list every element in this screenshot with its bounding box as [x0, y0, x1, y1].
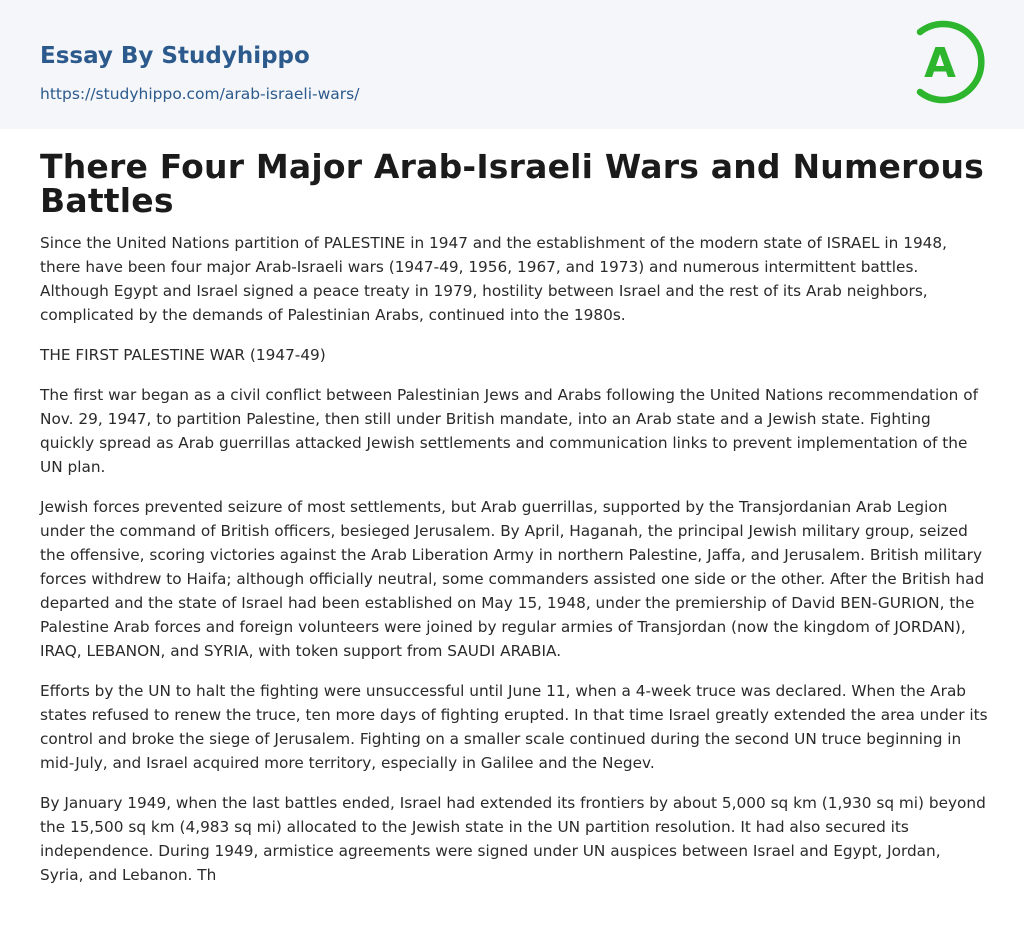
- logo-letter: A: [924, 39, 956, 87]
- source-url-link[interactable]: https://studyhippo.com/arab-israeli-wars/: [40, 85, 360, 103]
- essay-title: There Four Major Arab-Israeli Wars and Numerous Battles: [40, 147, 985, 220]
- essay-paragraph-intro: Since the United Nations partition of PALESTINE in 1947 and the establishment of the modern state of ISRAEL in 1948, there have been four major Arab-Israeli wars (1947-49, 1956, 1967, and 1973) and numerous intermittent battles. Although Egypt and Israel signed a peace treaty in 1979, hostility between Israel and the rest of its Arab neighbors, complicated by the demands of Palestinian Arabs, continued into the 1980s.: [40, 234, 947, 324]
- essay-paragraph: The first war began as a civil conflict between Palestinian Jews and Arabs following the United Nations recommendation of Nov. 29, 1947, to partition Palestine, then still under British mandate, into an Arab state and a Jewish state. Fighting quickly spread as Arab guerrillas attacked Jewish settlements and communication links to prevent implementation of the UN plan.: [40, 386, 978, 476]
- essay-paragraph: Jewish forces prevented seizure of most settlements, but Arab guerrillas, supported by the Transjordanian Arab Legion under the command of British officers, besieged Jerusalem. By April, Haganah, the principal Jewish military group, seized the offensive, scoring victories against the Arab Liberation Army in northern Palestine, Jaffa, and Jerusalem. British military forces withdrew to Haifa; although officially neutral, some commanders assisted one side or the other. After the British had departed and the state of Israel had been established on May 15, 1948, under the premiership of David BEN-GURION, the Palestine Arab forces and foreign volunteers were joined by regular armies of Transjordan (now the kingdom of JORDAN), IRAQ, LEBANON, and SYRIA, with token support from SAUDI ARABIA.: [40, 498, 985, 660]
- site-brand-title[interactable]: Essay By Studyhippo: [40, 43, 310, 69]
- essay-article: [40, 147, 988, 903]
- essay-paragraph: Efforts by the UN to halt the fighting were unsuccessful until June 11, when a 4-week truce was declared. When the Arab states refused to renew the truce, ten more days of fighting erupted. In that time Israel greatly extended the area under its control and broke the siege of Jerusalem. Fighting on a smaller scale continued during the second UN truce beginning in mid-July, and Israel acquired more territory, especially in Galilee and the Negev.: [40, 682, 988, 772]
- site-header: [0, 0, 1024, 129]
- essay-body: [40, 231, 988, 887]
- studyhippo-logo-icon[interactable]: [912, 19, 986, 105]
- essay-paragraph-truncated: By January 1949, when the last battles ended, Israel had extended its frontiers by about 5,000 sq km (1,930 sq mi) beyond the 15,500 sq km (4,983 sq mi) allocated to the Jewish state in the UN partition resolution. It had also secured its independence. During 1949, armistice agreements were signed under UN auspices between Israel and Egypt, Jordan, Syria, and Lebanon. Th: [40, 794, 986, 884]
- essay-section-heading: THE FIRST PALESTINE WAR (1947-49): [40, 346, 326, 364]
